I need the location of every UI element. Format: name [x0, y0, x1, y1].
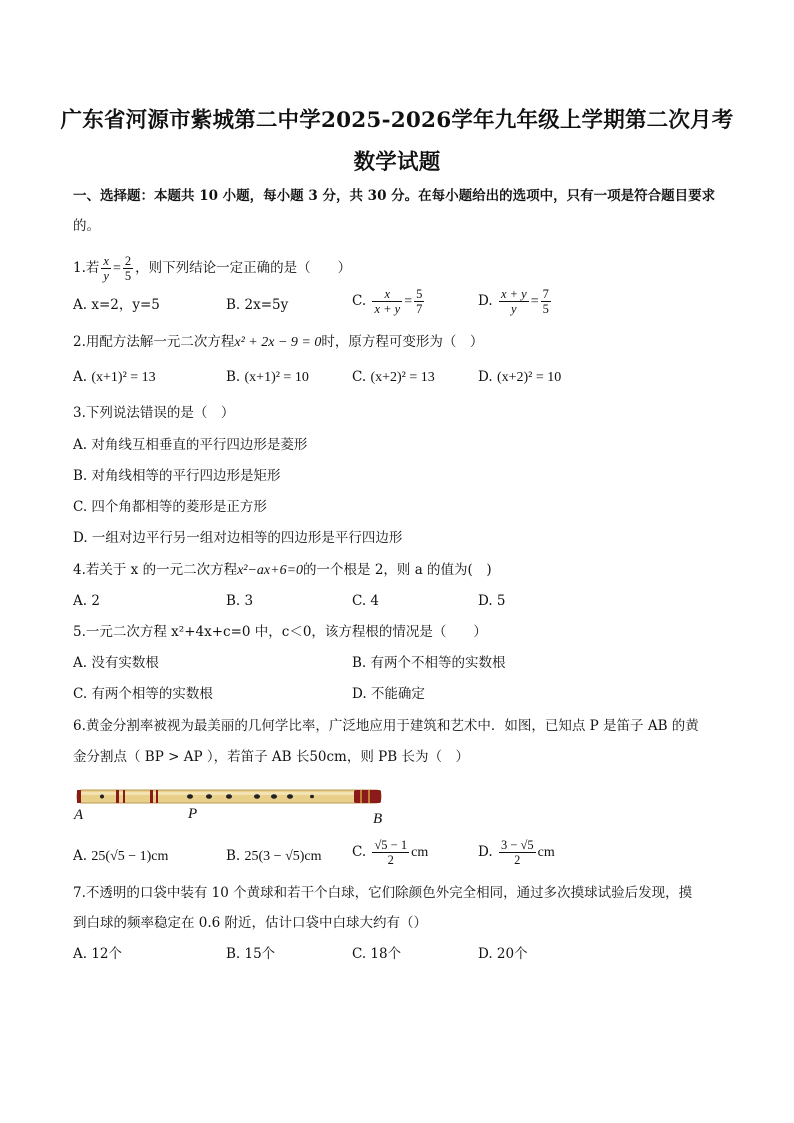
- question-6: 6.黄金分割率被视为最美丽的几何学比率，广泛地应用于建筑和艺术中．如图，已知点 P 是笛子 AB 的黄: [73, 718, 699, 734]
- flute-band: [150, 790, 153, 803]
- question-2: 2.用配方法解一元二次方程x² + 2x − 9 = 0时，原方程可变形为（ ）: [73, 334, 484, 350]
- flute-hole: [100, 795, 104, 799]
- q2-option-a: A. (x+1)² = 13: [73, 369, 156, 385]
- q1-option-c: C. $\frac{x}{x + y}$ = $\frac{5}{7}$: [352, 287, 423, 316]
- point-b-label: B: [373, 811, 383, 827]
- q2-option-b: B. (x+1)² = 10: [226, 369, 309, 385]
- point-p-label: P: [188, 806, 198, 822]
- question-7: 7.不透明的口袋中装有 10 个黄球和若干个白球，它们除颜色外完全相同，通过多次摸球试验后发现，摸: [73, 885, 693, 901]
- section-heading-cont: 的。: [73, 218, 100, 234]
- flute-hole: [187, 794, 193, 799]
- flute-band: [156, 790, 158, 803]
- q7-option-b: B. 15个: [226, 946, 276, 962]
- question-7-cont: 到白球的频率稳定在 0.6 附近，估计口袋中白球大约有（）: [73, 915, 428, 931]
- flute-band: [123, 790, 125, 803]
- flute-hole: [271, 794, 277, 799]
- q5-option-d: D. 不能确定: [352, 686, 425, 702]
- flute-hole: [206, 794, 212, 799]
- q6-option-c: C. $\frac{√5 - 1}{2}$ cm: [352, 838, 429, 867]
- q3-option-c: C. 四个角都相等的菱形是正方形: [73, 499, 267, 515]
- exam-title: 广东省河源市紫城第二中学2025-2026学年九年级上学期第二次月考: [60, 108, 734, 133]
- fraction: $\frac{x}{y}$: [103, 254, 109, 283]
- q7-option-a: A. 12个: [73, 946, 123, 962]
- q2-option-d: D. (x+2)² = 10: [478, 369, 562, 385]
- flute-band: [354, 790, 381, 803]
- flute-hole: [226, 794, 232, 799]
- q4-option-d: D. 5: [478, 593, 506, 609]
- q3-option-d: D. 一组对边平行另一组对边相等的四边形是平行四边形: [73, 530, 403, 546]
- exam-subtitle: 数学试题: [353, 150, 441, 175]
- question-1: 1.若 $\frac{x}{y}$ = $\frac{2}{5}$ ，则下列结论一定正确的是（ ）: [73, 254, 352, 283]
- flute-figure: [72, 782, 392, 832]
- q6-option-d: D. $\frac{3 - √5}{2}$ cm: [478, 838, 555, 867]
- question-6-cont: 金分割点（ BP > AP ），若笛子 AB 长50cm，则 PB 长为（ ）: [73, 749, 469, 765]
- flute-band: [77, 790, 81, 803]
- q6-option-b: B. 25(3 − √5)cm: [226, 848, 322, 864]
- q5-option-a: A. 没有实数根: [73, 655, 159, 671]
- q7-option-d: D. 20个: [478, 946, 528, 962]
- flute-hole: [310, 795, 314, 799]
- q4-option-b: B. 3: [226, 593, 254, 609]
- fraction: $\frac{2}{5}$: [124, 254, 132, 283]
- q6-option-a: A. 25(√5 − 1)cm: [73, 848, 169, 864]
- question-3: 3.下列说法错误的是（ ）: [73, 405, 235, 421]
- section-heading: 一、选择题：本题共 10 小题，每小题 3 分，共 30 分。在每小题给出的选项中，只有一项是符合题目要求: [73, 188, 716, 204]
- q2-option-c: C. (x+2)² = 13: [352, 369, 435, 385]
- q1-option-d: D. $\frac{x + y}{y}$ = $\frac{7}{5}$: [478, 287, 549, 316]
- q5-option-b: B. 有两个不相等的实数根: [352, 655, 506, 671]
- q3-option-b: B. 对角线相等的平行四边形是矩形: [73, 468, 281, 484]
- question-4: 4.若关于 x 的一元二次方程x²−ax+6=0的一个根是 2，则 a 的值为( ): [73, 562, 492, 578]
- q4-option-c: C. 4: [352, 593, 380, 609]
- flute-hole: [287, 794, 293, 799]
- q1-option-a: A. x=2，y=5: [73, 297, 160, 313]
- q1-option-b: B. 2x=5y: [226, 297, 289, 313]
- point-a-label: A: [74, 807, 84, 823]
- question-5: 5.一元二次方程 x²+4x+c=0 中，c＜0，该方程根的情况是（ ）: [73, 624, 487, 640]
- q3-option-a: A. 对角线互相垂直的平行四边形是菱形: [73, 437, 308, 453]
- q4-option-a: A. 2: [73, 593, 100, 609]
- q7-option-c: C. 18个: [352, 946, 402, 962]
- flute-hole: [254, 794, 260, 799]
- flute-illustration: [72, 782, 392, 832]
- flute-band: [116, 790, 119, 803]
- q5-option-c: C. 有两个相等的实数根: [73, 686, 213, 702]
